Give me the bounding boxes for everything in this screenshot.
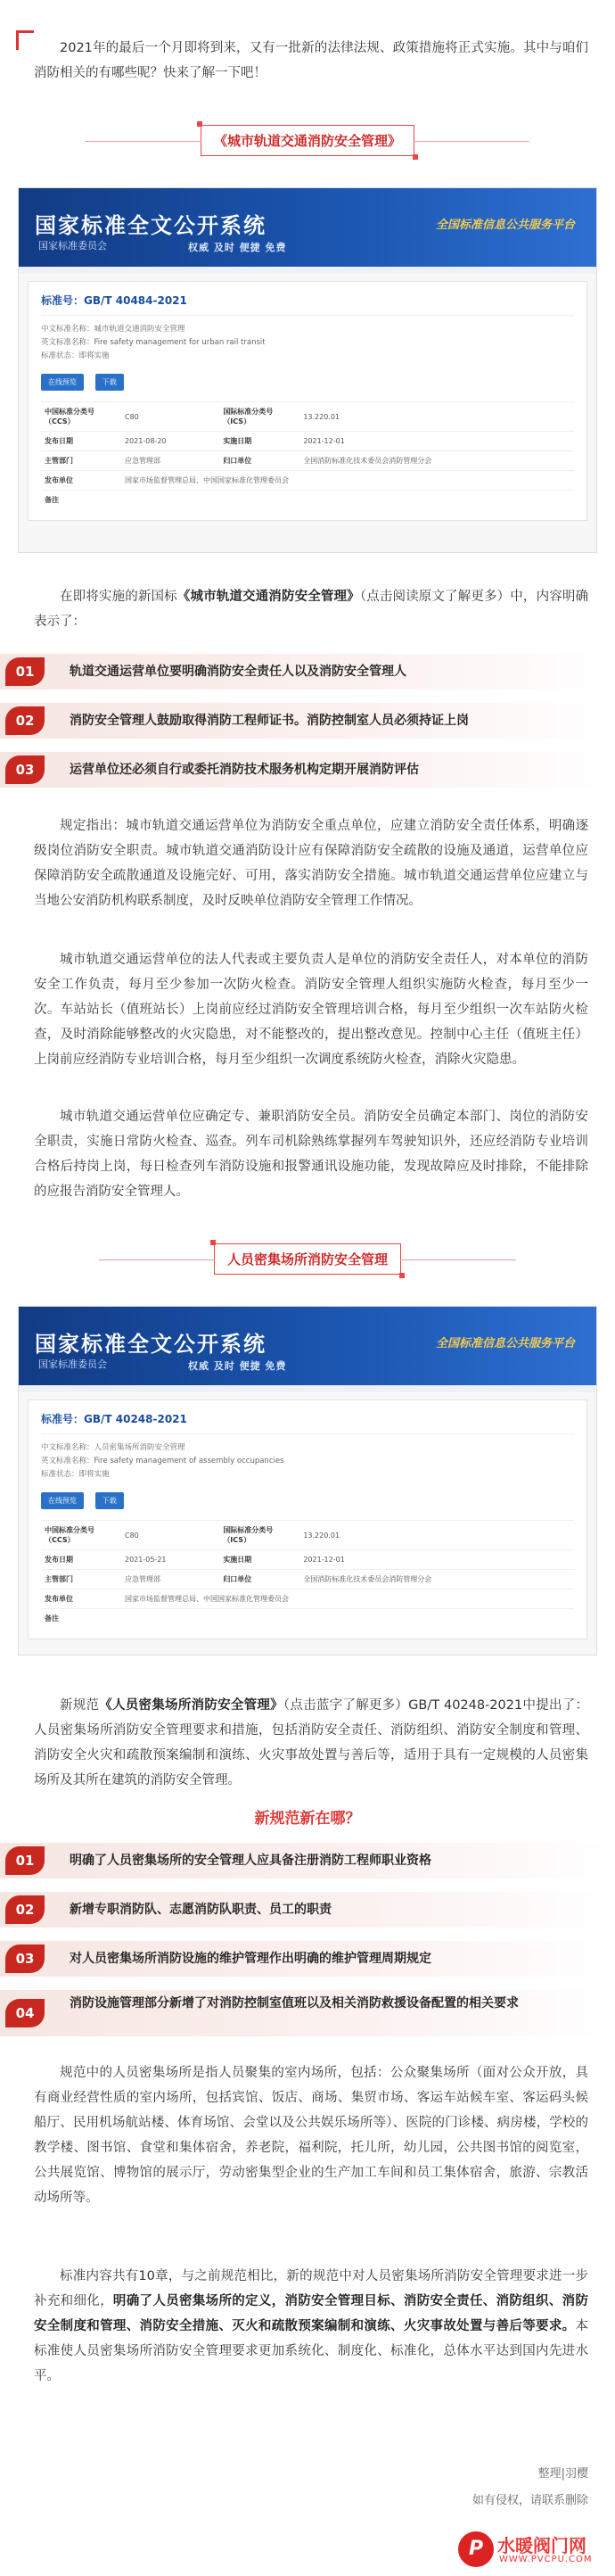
new-points-title: 新规范新在哪？ bbox=[254, 1810, 361, 1828]
metro-standard-link[interactable]: 《城市轨道交通消防安全管理》 bbox=[176, 590, 360, 604]
section-title-assembly: 人员密集场所消防安全管理 bbox=[214, 1243, 401, 1275]
standard-meta-table: 中国标准分类号（CCS） C80 国际标准分类号（ICS） 13.220.01 发布日期 2021-08-20 实施日期 2021-12-01 主管部门 应急管理部 归口单位 全国消防标准化技术委员会消防管理分会 发布单位 国家市场监督管理总局、中国国家标准化管理委员会 备注 bbox=[41, 401, 574, 509]
standard-status: 标准状态：即将实施 bbox=[41, 1470, 110, 1479]
standard-en-name: 英文标准名称：Fire safety management of assembly occupancies bbox=[41, 1457, 284, 1466]
copyright-note: 如有侵权，请联系删除 bbox=[472, 2494, 588, 2507]
site-slogan: 权威 及时 便捷 免费 bbox=[188, 1360, 287, 1372]
site-slogan: 权威 及时 便捷 免费 bbox=[188, 242, 287, 253]
metro-point-1: 01 轨道交通运营单位要明确消防安全责任人以及消防安全管理人 bbox=[0, 654, 615, 689]
metro-paragraph-3: 城市轨道交通运营单位应确定专、兼职消防安全员。消防安全员确定本部门、岗位的消防安全职责，实施日常防火检查、巡查。列车司机除熟练掌握列车驾驶知识外，还应经消防专业培训合格后持岗上岗，每日检查列车消防设施和报警通讯设施功能，发现故障应及时排除，不能排除的应报告消防安全管理人。 bbox=[34, 1110, 588, 1199]
site-title: 国家标准全文公开系统 bbox=[35, 213, 266, 238]
standard-meta-table: 中国标准分类号（CCS） C80 国际标准分类号（ICS） 13.220.01 发布日期 2021-05-21 实施日期 2021-12-01 主管部门 应急管理部 归口单位 全国消防标准化技术委员会消防管理分会 发布单位 国家市场监督管理总局、中国国家标准化管理委员会 备注 bbox=[41, 1520, 574, 1628]
watermark-name: 水暖阀门网 bbox=[497, 2535, 586, 2556]
assembly-point-1: 01 明确了人员密集场所的安全管理人应具备注册消防工程师职业资格 bbox=[0, 1843, 615, 1878]
assembly-paragraph-1: 规范中的人员密集场所是指人员聚集的室内场所，包括：公众聚集场所（面对公众开放，具有商业经营性质的室内场所，包括宾馆、饭店、商场、集贸市场、客运车站候车室、客运码头候船厅、民用机场航站楼、体育场馆、会堂以及公共娱乐场所等）、医院的门诊楼、病房楼，学校的教学楼、图书馆、食堂和集体宿舍，养老院，福利院，托儿所，幼儿园，公共图书馆的阅览室，公共展览馆、博物馆的展示厅，劳动密集型企业的生产加工车间和员工集体宿舍，旅游、宗教活动场所等。 bbox=[34, 2066, 588, 2205]
preview-button[interactable]: 在线预览 bbox=[41, 374, 84, 391]
standard-card bbox=[28, 281, 587, 521]
standard-screenshot-metro bbox=[18, 187, 597, 553]
standard-cn-name: 中文标准名称：人员密集场所消防安全管理 bbox=[41, 1443, 185, 1452]
section-title-metro: 《城市轨道交通消防安全管理》 bbox=[201, 125, 414, 156]
assembly-point-3: 03 对人员密集场所消防设施的维护管理作出明确的维护管理周期规定 bbox=[0, 1941, 615, 1977]
assembly-standard-link[interactable]: 《人员密集场所消防安全管理》 bbox=[99, 1698, 283, 1713]
download-button[interactable]: 下载 bbox=[95, 374, 124, 391]
standard-number: 标准号：GB/T 40248-2021 bbox=[41, 1411, 574, 1434]
assembly-point-2: 02 新增专职消防队、志愿消防队职责、员工的职责 bbox=[0, 1892, 615, 1928]
metro-paragraph-2: 城市轨道交通运营单位的法人代表或主要负责人是单位的消防安全责任人，对本单位的消防安全工作负责，每月至少参加一次防火检查。消防安全管理人组织实施防火检查，每月至少一次。车站站长（值班站长）上岗前应经过消防安全管理培训合格，每月至少组织一次车站防火检查，及时消除能够整改的火灾隐患，对不能整改的，提出整改意见。控制中心主任（值班主任）上岗前应经消防专业培训合格，每月至少组织一次调度系统防火检查，消除火灾隐患。 bbox=[34, 953, 588, 1067]
site-banner bbox=[19, 188, 596, 267]
standard-screenshot-assembly bbox=[18, 1306, 597, 1655]
assembly-paragraph-2: 标准内容共有10章，与之前规范相比，新的规范中对人员密集场所消防安全管理要求进一步补充和细化，明确了人员密集场所的定义，消防安全管理目标、消防安全责任、消防组织、消防安全制度和管理、消防安全措施、灭火和疏散预案编制和演练、火灾事故处置与善后等要求。本标准使人员密集场所消防安全管理要求更加系统化、制度化、标准化，总体水平达到国内先进水平。 bbox=[34, 2269, 589, 2383]
site-subtitle: 国家标准委员会 bbox=[38, 240, 107, 252]
download-button[interactable]: 下载 bbox=[95, 1492, 124, 1509]
metro-lead: 在即将实施的新国标《城市轨道交通消防安全管理》（点击阅读原文了解更多）中，内容明确表示了： bbox=[34, 590, 589, 629]
standard-cn-name: 中文标准名称：城市轨道交通消防安全管理 bbox=[41, 325, 185, 334]
standard-en-name: 英文标准名称：Fire safety management for urban rail transit bbox=[41, 338, 266, 347]
watermark-logo-icon: P bbox=[458, 2531, 494, 2567]
watermark-url: WWW.PVCPU.COM bbox=[499, 2555, 593, 2564]
assembly-lead: 新规范《人员密集场所消防安全管理》（点击蓝字了解更多）GB/T 40248-2021中提出了：人员密集场所消防安全管理要求和措施，包括消防安全责任、消防组织、消防安全制度和管理、消防安全火灾和疏散预案编制和演练、火灾事故处置与善后等，适用于具有一定规模的人员密集场所及其所在建筑的消防安全管理。 bbox=[34, 1698, 589, 1788]
site-subtitle: 国家标准委员会 bbox=[38, 1358, 107, 1370]
site-banner bbox=[19, 1307, 596, 1385]
standard-status: 标准状态：即将实施 bbox=[41, 351, 110, 360]
site-title: 国家标准全文公开系统 bbox=[35, 1332, 266, 1357]
site-watermark bbox=[458, 2528, 610, 2571]
assembly-point-4: 04 消防设施管理部分新增了对消防控制室值班以及相关消防救援设备配置的相关要求 bbox=[0, 1990, 615, 2036]
site-slogan-right: 全国标准信息公共服务平台 bbox=[435, 219, 575, 232]
preview-button[interactable]: 在线预览 bbox=[41, 1492, 84, 1509]
editor-credit: 整理|羽樱 bbox=[537, 2467, 588, 2481]
metro-paragraph-1: 规定指出：城市轨道交通运营单位为消防安全重点单位，应建立消防安全责任体系，明确逐级岗位消防安全职责。城市轨道交通消防设计应有保障消防安全疏散的设施及通道，运营单位应保障消防安全疏散通道及设施完好、可用，落实消防安全措施。城市轨道交通运营单位应建立与当地公安消防机构联系制度，及时反映单位消防安全管理工作情况。 bbox=[34, 819, 588, 908]
metro-point-2: 02 消防安全管理人鼓励取得消防工程师证书。消防控制室人员必须持证上岗 bbox=[0, 703, 615, 739]
quote-mark-icon bbox=[16, 30, 34, 50]
intro-paragraph: 2021年的最后一个月即将到来，又有一批新的法律法规、政策措施将正式实施。其中与咱们消防相关的有哪些呢？快来了解一下吧！ bbox=[34, 41, 588, 80]
metro-point-3: 03 运营单位还必须自行或委托消防技术服务机构定期开展消防评估 bbox=[0, 752, 615, 788]
standard-number: 标准号：GB/T 40484-2021 bbox=[41, 293, 574, 316]
standard-card bbox=[28, 1399, 587, 1639]
site-slogan-right: 全国标准信息公共服务平台 bbox=[435, 1337, 575, 1350]
